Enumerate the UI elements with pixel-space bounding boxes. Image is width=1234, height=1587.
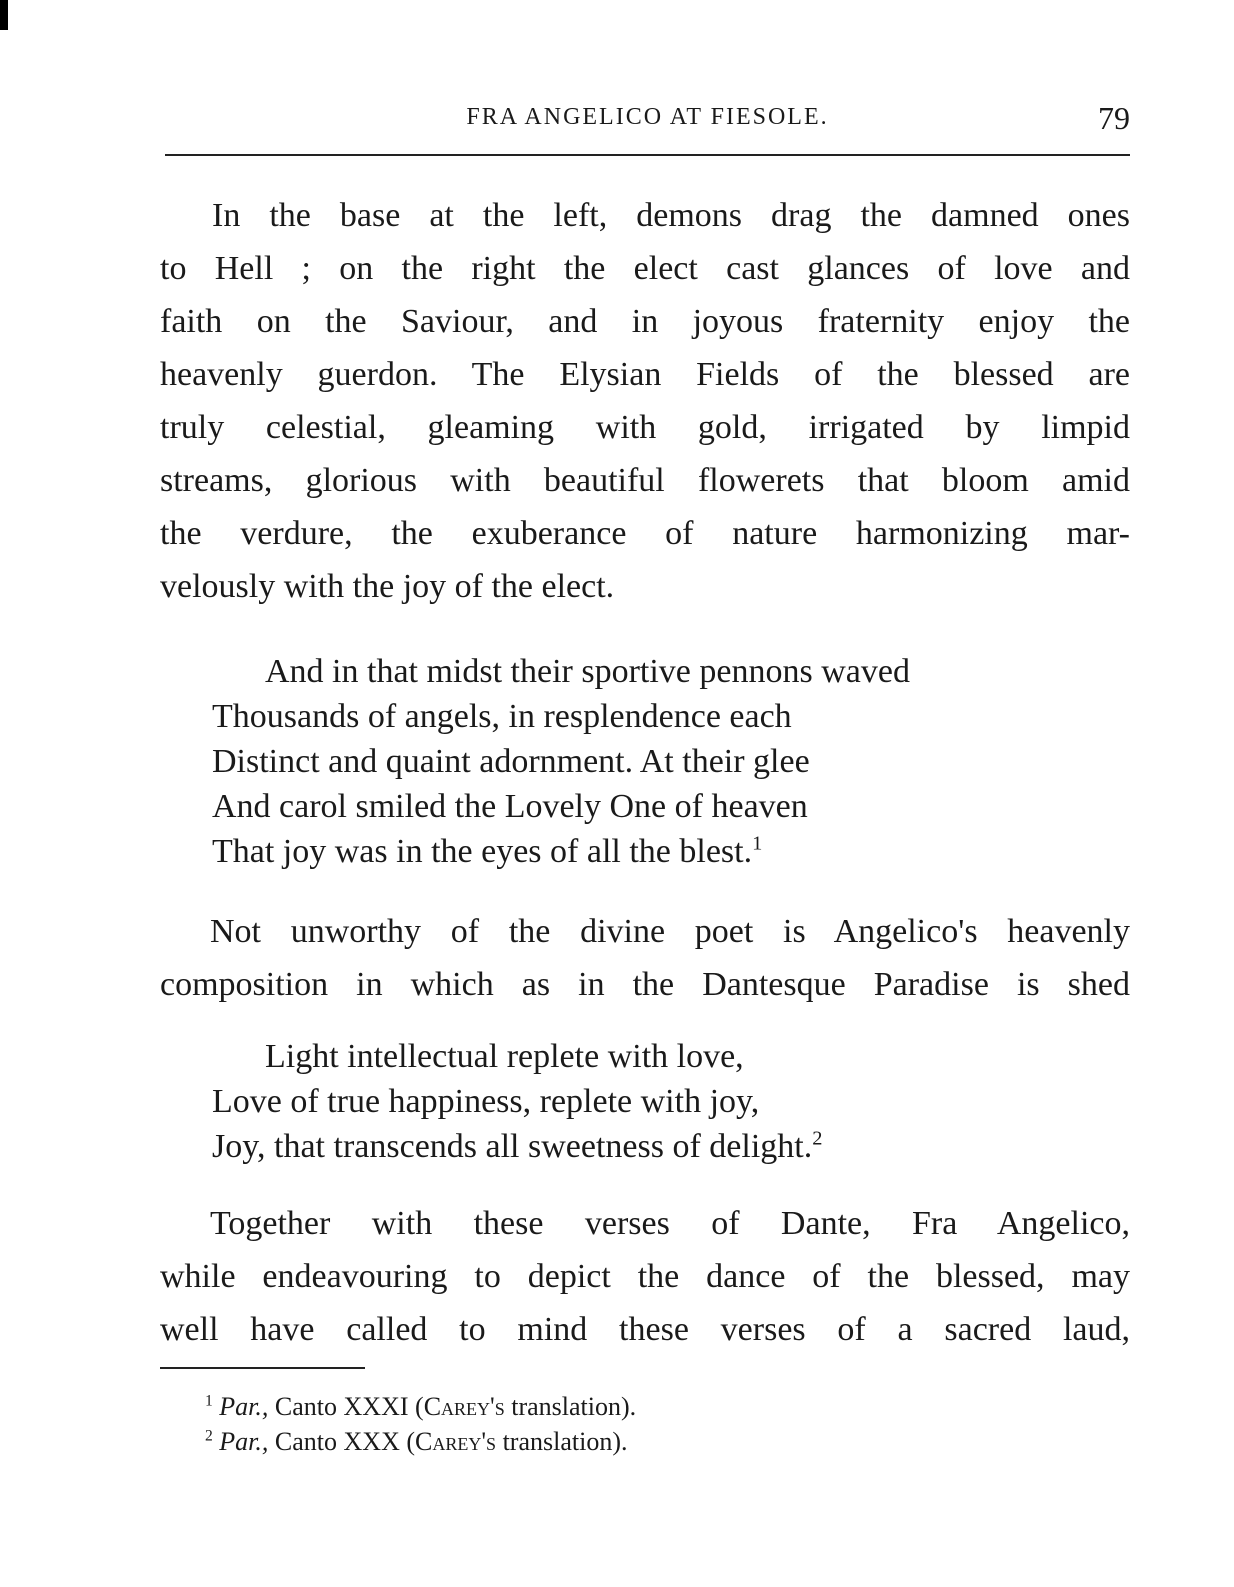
text-line: velously with the joy of the elect. — [160, 568, 615, 605]
text-line: while endeavouring to depict the dance of the blessed, may — [160, 1258, 1130, 1295]
footnote-name: Carey's — [423, 1392, 505, 1421]
verse-line — [212, 832, 762, 872]
scan-mark — [0, 0, 8, 30]
text-line: heavenly guerdon. The Elysian Fields of the blessed are — [160, 356, 1130, 393]
page-header — [165, 100, 1130, 140]
verse-line: And carol smiled the Lovely One of heaven — [212, 788, 808, 825]
header-rule — [165, 154, 1130, 156]
footnote-text: translation). — [496, 1427, 628, 1456]
text-line: Not unworthy of the divine poet is Angelico's heavenly — [210, 913, 1130, 950]
verse-line: Thousands of angels, in resplendence each — [212, 698, 792, 735]
footnote-text: Canto XXXI ( — [268, 1392, 424, 1421]
footnote — [205, 1392, 636, 1422]
text-line: streams, glorious with beautiful flowerets that bloom amid — [160, 462, 1130, 499]
footnote-number: 2 — [205, 1427, 213, 1445]
verse-line: Distinct and quaint adornment. At their glee — [212, 743, 810, 780]
verse-line: Love of true happiness, replete with joy, — [212, 1083, 760, 1120]
text-line: well have called to mind these verses of a sacred laud, — [160, 1311, 1130, 1348]
footnote-abbr: Par., — [219, 1392, 269, 1421]
verse-line: Light intellectual replete with love, — [265, 1038, 744, 1075]
text-line: truly celestial, gleaming with gold, irrigated by limpid — [160, 409, 1130, 446]
text-line: Together with these verses of Dante, Fra Angelico, — [210, 1205, 1130, 1242]
text-line: In the base at the left, demons drag the damned ones — [212, 197, 1130, 234]
page-number: 79 — [1098, 100, 1130, 136]
footnote-number: 1 — [205, 1392, 213, 1410]
footnote-abbr: Par., — [219, 1427, 269, 1456]
footnote-text: translation). — [504, 1392, 637, 1421]
text-line: faith on the Saviour, and in joyous fraternity enjoy the — [160, 303, 1130, 340]
footnote-rule — [160, 1367, 365, 1369]
text-line: the verdure, the exuberance of nature harmonizing mar- — [160, 515, 1130, 552]
verse-line: And in that midst their sportive pennons waved — [265, 653, 910, 690]
footnote-ref: 2 — [812, 1127, 823, 1150]
verse-text: That joy was in the eyes of all the blest. — [212, 833, 753, 870]
footnote — [205, 1427, 627, 1457]
footnote-name: Carey's — [415, 1427, 497, 1456]
text-line: to Hell ; on the right the elect cast glances of love and — [160, 250, 1130, 287]
verse-line — [212, 1127, 822, 1167]
footnote-text: Canto XXX ( — [268, 1427, 416, 1456]
footnote-ref: 1 — [752, 832, 763, 855]
running-title: FRA ANGELICO AT FIESOLE. — [466, 104, 829, 130]
text-line: composition in which as in the Dantesque Paradise is shed — [160, 966, 1130, 1003]
verse-text: Joy, that transcends all sweetness of delight. — [212, 1128, 813, 1165]
